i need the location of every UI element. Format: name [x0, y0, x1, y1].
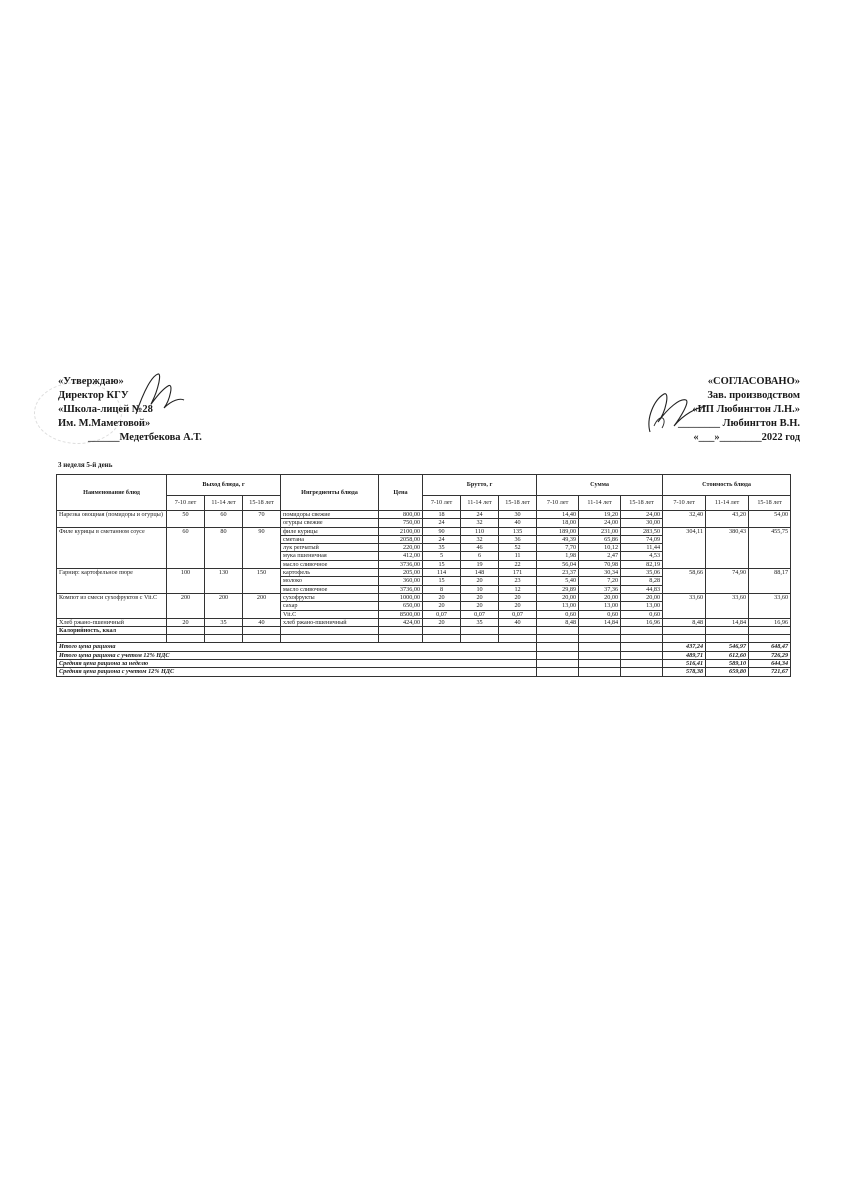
empty-cell — [57, 635, 167, 643]
empty-cell — [379, 635, 423, 643]
ingredient-name: сахар — [281, 602, 379, 610]
total-value: 516,41 — [663, 660, 706, 668]
ingredient-price: 650,00 — [379, 602, 423, 610]
approval-right-line-5: «___»________2022 год — [693, 432, 800, 443]
ingredient-sum: 18,00 — [537, 519, 579, 527]
empty-cell — [205, 635, 243, 643]
dish-yield: 200 — [243, 593, 281, 618]
empty-cell — [537, 660, 579, 668]
ingredient-price: 2100,00 — [379, 527, 423, 535]
approval-right-line-3: «ИП Любингтон Л.Н.» — [692, 404, 800, 415]
ingredient-gross: 0,07 — [423, 610, 461, 618]
empty-cell — [621, 668, 663, 676]
header-cost-age3: 15-18 лет — [749, 496, 791, 511]
dish-cost: 33,60 — [663, 593, 706, 618]
ingredient-gross: 114 — [423, 569, 461, 577]
dish-cost: 455,75 — [749, 527, 791, 568]
ingredient-sum: 74,09 — [621, 535, 663, 543]
header-yield: Выход блюда, г — [167, 475, 281, 496]
empty-cell — [621, 643, 663, 651]
approval-block-left — [58, 375, 278, 445]
ingredient-sum: 19,20 — [579, 511, 621, 519]
ingredient-price: 424,00 — [379, 618, 423, 626]
ingredient-gross: 32 — [461, 535, 499, 543]
ingredient-name: мука пшеничная — [281, 552, 379, 560]
empty-cell — [461, 627, 499, 635]
ingredient-gross: 19 — [461, 560, 499, 568]
ingredient-price: 800,00 — [379, 511, 423, 519]
empty-cell — [499, 627, 537, 635]
ingredient-sum: 29,89 — [537, 585, 579, 593]
empty-cell — [379, 627, 423, 635]
ingredient-sum: 37,36 — [579, 585, 621, 593]
ingredient-gross: 90 — [423, 527, 461, 535]
header-yield-age2: 11-14 лет — [205, 496, 243, 511]
ingredient-sum: 65,86 — [579, 535, 621, 543]
total-value: 648,47 — [749, 643, 791, 651]
total-label: Средняя цена рациона с учетом 12% НДС — [57, 668, 537, 676]
empty-cell — [537, 651, 579, 659]
ingredient-sum: 0,60 — [579, 610, 621, 618]
ingredient-gross: 24 — [461, 511, 499, 519]
ingredient-sum: 82,19 — [621, 560, 663, 568]
dish-cost: 32,40 — [663, 511, 706, 528]
empty-cell — [537, 668, 579, 676]
ingredient-sum: 30,00 — [621, 519, 663, 527]
total-label: Итого цена рациона с учетом 12% НДС — [57, 651, 537, 659]
ingredient-gross: 40 — [499, 519, 537, 527]
dish-cost: 304,11 — [663, 527, 706, 568]
dish-name: Гарнир: картофельное пюре — [57, 569, 167, 594]
ingredient-gross: 20 — [461, 577, 499, 585]
dish-name: Хлеб ржано-пшеничный — [57, 618, 167, 626]
table-row — [57, 593, 791, 601]
empty-cell — [167, 635, 205, 643]
dish-cost: 88,17 — [749, 569, 791, 594]
total-row — [57, 668, 791, 676]
ingredient-sum: 231,00 — [579, 527, 621, 535]
ingredient-gross: 10 — [461, 585, 499, 593]
total-row — [57, 660, 791, 668]
ingredient-sum: 189,00 — [537, 527, 579, 535]
ingredient-sum: 14,84 — [579, 618, 621, 626]
ingredient-price: 750,00 — [379, 519, 423, 527]
empty-cell — [621, 660, 663, 668]
ingredient-name: сухофрукты — [281, 593, 379, 601]
ingredient-gross: 24 — [423, 535, 461, 543]
ingredient-sum: 24,00 — [621, 511, 663, 519]
dish-yield: 200 — [167, 593, 205, 618]
ingredient-price: 1000,00 — [379, 593, 423, 601]
ingredient-gross: 110 — [461, 527, 499, 535]
dish-cost: 58,66 — [663, 569, 706, 594]
total-row — [57, 643, 791, 651]
ingredient-gross: 20 — [499, 602, 537, 610]
ingredient-sum: 20,00 — [621, 593, 663, 601]
empty-cell — [243, 635, 281, 643]
empty-cell — [167, 627, 205, 635]
dish-cost: 16,96 — [749, 618, 791, 626]
ingredient-gross: 171 — [499, 569, 537, 577]
ingredient-gross: 6 — [461, 552, 499, 560]
header-cost-age2: 11-14 лет — [706, 496, 749, 511]
empty-cell — [205, 627, 243, 635]
ingredient-sum: 49,39 — [537, 535, 579, 543]
approval-left-line-5: ______Медетбекова А.Т. — [88, 432, 202, 443]
menu-table — [56, 474, 791, 677]
ingredient-sum: 44,83 — [621, 585, 663, 593]
approval-block-right — [550, 375, 800, 445]
dish-yield: 70 — [243, 511, 281, 528]
empty-cell — [281, 627, 379, 635]
ingredient-sum: 8,28 — [621, 577, 663, 585]
ingredient-gross: 46 — [461, 544, 499, 552]
ingredient-gross: 23 — [499, 577, 537, 585]
ingredient-gross: 20 — [499, 593, 537, 601]
empty-cell — [423, 635, 461, 643]
ingredient-name: молоко — [281, 577, 379, 585]
ingredient-name: лук репчатый — [281, 544, 379, 552]
ingredient-price: 360,00 — [379, 577, 423, 585]
empty-cell — [706, 627, 749, 635]
empty-cell — [621, 635, 663, 643]
dish-cost: 380,43 — [706, 527, 749, 568]
empty-cell — [663, 627, 706, 635]
dish-name: Филе курицы в сметанном соусе — [57, 527, 167, 568]
total-value: 659,80 — [706, 668, 749, 676]
ingredient-name: Vit.C — [281, 610, 379, 618]
ingredient-gross: 36 — [499, 535, 537, 543]
ingredient-sum: 30,34 — [579, 569, 621, 577]
ingredient-name: сметана — [281, 535, 379, 543]
empty-cell — [579, 660, 621, 668]
approval-left-line-4: Им. М.Маметовой» — [58, 418, 151, 429]
ingredient-sum: 283,50 — [621, 527, 663, 535]
ingredient-gross: 20 — [461, 593, 499, 601]
ingredient-price: 2058,00 — [379, 535, 423, 543]
empty-cell — [621, 651, 663, 659]
ingredient-price: 8500,00 — [379, 610, 423, 618]
ingredient-price: 205,00 — [379, 569, 423, 577]
total-value: 546,97 — [706, 643, 749, 651]
ingredient-gross: 0,07 — [461, 610, 499, 618]
empty-cell — [579, 668, 621, 676]
dish-yield: 50 — [167, 511, 205, 528]
dish-yield: 90 — [243, 527, 281, 568]
empty-cell — [499, 635, 537, 643]
ingredient-sum: 14,40 — [537, 511, 579, 519]
ingredient-sum: 56,04 — [537, 560, 579, 568]
ingredient-sum: 35,06 — [621, 569, 663, 577]
ingredient-gross: 24 — [423, 519, 461, 527]
empty-cell — [461, 635, 499, 643]
header-gross-age3: 15-18 лет — [499, 496, 537, 511]
ingredient-name: огурцы свежие — [281, 519, 379, 527]
ingredient-gross: 11 — [499, 552, 537, 560]
ingredient-sum: 0,60 — [621, 610, 663, 618]
dish-name: Нарезка овощная (помидоры и огурцы) — [57, 511, 167, 528]
ingredient-gross: 20 — [423, 593, 461, 601]
dish-yield: 40 — [243, 618, 281, 626]
menu-table-body — [57, 511, 791, 677]
total-label: Итого цена рациона — [57, 643, 537, 651]
approval-right-line-1: «СОГЛАСОВАНО» — [707, 376, 800, 387]
dish-yield: 130 — [205, 569, 243, 594]
ingredient-gross: 148 — [461, 569, 499, 577]
header-gross-age2: 11-14 лет — [461, 496, 499, 511]
calories-row — [57, 627, 791, 635]
total-value: 721,67 — [749, 668, 791, 676]
ingredient-sum: 1,98 — [537, 552, 579, 560]
table-row — [57, 618, 791, 626]
dish-cost: 33,60 — [706, 593, 749, 618]
ingredient-name: картофель — [281, 569, 379, 577]
dish-name: Компот из смеси сухофруктов с Vit.C — [57, 593, 167, 618]
ingredient-sum: 13,00 — [621, 602, 663, 610]
header-cost: Стоимость блюда — [663, 475, 791, 496]
calories-label: Калорийность, ккал — [57, 627, 167, 635]
header-sum: Сумма — [537, 475, 663, 496]
approval-right-line-2: Зав. производством — [707, 390, 800, 401]
ingredient-sum: 13,00 — [579, 602, 621, 610]
blank-row — [57, 635, 791, 643]
dish-cost: 54,00 — [749, 511, 791, 528]
table-row — [57, 527, 791, 535]
ingredient-name: масло сливочное — [281, 560, 379, 568]
dish-cost: 43,20 — [706, 511, 749, 528]
ingredient-name: хлеб ржано-пшеничный — [281, 618, 379, 626]
empty-cell — [537, 627, 579, 635]
ingredient-sum: 24,00 — [579, 519, 621, 527]
total-value: 612,60 — [706, 651, 749, 659]
approval-left-line-2: Директор КГУ — [58, 390, 129, 401]
ingredient-sum: 7,20 — [579, 577, 621, 585]
table-row — [57, 511, 791, 519]
ingredient-price: 412,00 — [379, 552, 423, 560]
ingredient-gross: 40 — [499, 618, 537, 626]
empty-cell — [537, 635, 579, 643]
header-gross: Брутто, г — [423, 475, 537, 496]
header-sum-age1: 7-10 лет — [537, 496, 579, 511]
ingredient-gross: 5 — [423, 552, 461, 560]
empty-cell — [579, 635, 621, 643]
ingredient-gross: 18 — [423, 511, 461, 519]
ingredient-sum: 10,12 — [579, 544, 621, 552]
header-sum-age3: 15-18 лет — [621, 496, 663, 511]
total-value: 578,38 — [663, 668, 706, 676]
ingredient-gross: 15 — [423, 577, 461, 585]
empty-cell — [579, 643, 621, 651]
ingredient-gross: 8 — [423, 585, 461, 593]
empty-cell — [423, 627, 461, 635]
ingredient-gross: 15 — [423, 560, 461, 568]
ingredient-name: помидоры свежие — [281, 511, 379, 519]
dish-yield: 60 — [167, 527, 205, 568]
total-row — [57, 651, 791, 659]
header-price: Цена — [379, 475, 423, 511]
total-label: Средняя цена рациона за неделю — [57, 660, 537, 668]
empty-cell — [749, 627, 791, 635]
ingredient-gross: 12 — [499, 585, 537, 593]
ingredient-gross: 0,07 — [499, 610, 537, 618]
dish-yield: 200 — [205, 593, 243, 618]
ingredient-price: 220,00 — [379, 544, 423, 552]
ingredient-sum: 20,00 — [537, 593, 579, 601]
ingredient-gross: 30 — [499, 511, 537, 519]
ingredient-price: 3736,00 — [379, 560, 423, 568]
ingredient-gross: 52 — [499, 544, 537, 552]
ingredient-sum: 11,44 — [621, 544, 663, 552]
dish-yield: 20 — [167, 618, 205, 626]
empty-cell — [706, 635, 749, 643]
ingredient-gross: 20 — [423, 618, 461, 626]
dish-cost: 14,84 — [706, 618, 749, 626]
dish-cost: 33,60 — [749, 593, 791, 618]
header-cost-age1: 7-10 лет — [663, 496, 706, 511]
empty-cell — [749, 635, 791, 643]
ingredient-gross: 20 — [423, 602, 461, 610]
dish-yield: 100 — [167, 569, 205, 594]
empty-cell — [281, 635, 379, 643]
ingredient-sum: 4,53 — [621, 552, 663, 560]
empty-cell — [621, 627, 663, 635]
ingredient-gross: 32 — [461, 519, 499, 527]
header-dish: Наименование блюд — [57, 475, 167, 511]
ingredient-gross: 135 — [499, 527, 537, 535]
dish-cost: 74,90 — [706, 569, 749, 594]
dish-cost: 8,48 — [663, 618, 706, 626]
table-row — [57, 569, 791, 577]
total-value: 489,71 — [663, 651, 706, 659]
ingredient-sum: 23,37 — [537, 569, 579, 577]
total-value: 726,29 — [749, 651, 791, 659]
header-ingredients: Ингредиенты блюда — [281, 475, 379, 511]
header-yield-age3: 15-18 лет — [243, 496, 281, 511]
ingredient-gross: 35 — [461, 618, 499, 626]
ingredient-sum: 0,60 — [537, 610, 579, 618]
header-sum-age2: 11-14 лет — [579, 496, 621, 511]
empty-cell — [579, 651, 621, 659]
ingredient-name: масло сливочное — [281, 585, 379, 593]
ingredient-sum: 7,70 — [537, 544, 579, 552]
header-yield-age1: 7-10 лет — [167, 496, 205, 511]
ingredient-sum: 13,00 — [537, 602, 579, 610]
ingredient-gross: 35 — [423, 544, 461, 552]
ingredient-price: 3736,00 — [379, 585, 423, 593]
header-gross-age1: 7-10 лет — [423, 496, 461, 511]
ingredient-gross: 20 — [461, 602, 499, 610]
ingredient-sum: 16,96 — [621, 618, 663, 626]
ingredient-gross: 22 — [499, 560, 537, 568]
dish-yield: 35 — [205, 618, 243, 626]
ingredient-sum: 8,48 — [537, 618, 579, 626]
empty-cell — [579, 627, 621, 635]
dish-yield: 60 — [205, 511, 243, 528]
approval-right-line-4: ________ Любингтон В.Н. — [678, 418, 800, 429]
total-value: 644,34 — [749, 660, 791, 668]
ingredient-sum: 70,98 — [579, 560, 621, 568]
dish-yield: 150 — [243, 569, 281, 594]
ingredient-name: филе курицы — [281, 527, 379, 535]
empty-cell — [537, 643, 579, 651]
total-value: 589,10 — [706, 660, 749, 668]
total-value: 437,24 — [663, 643, 706, 651]
empty-cell — [243, 627, 281, 635]
ingredient-sum: 5,40 — [537, 577, 579, 585]
ingredient-sum: 20,00 — [579, 593, 621, 601]
ingredient-sum: 2,47 — [579, 552, 621, 560]
approval-left-line-3: «Школа-лицей №28 — [58, 404, 153, 415]
approval-left-line-1: «Утверждаю» — [58, 376, 124, 387]
empty-cell — [663, 635, 706, 643]
week-label: 3 неделя 5-й день — [58, 461, 113, 469]
dish-yield: 80 — [205, 527, 243, 568]
